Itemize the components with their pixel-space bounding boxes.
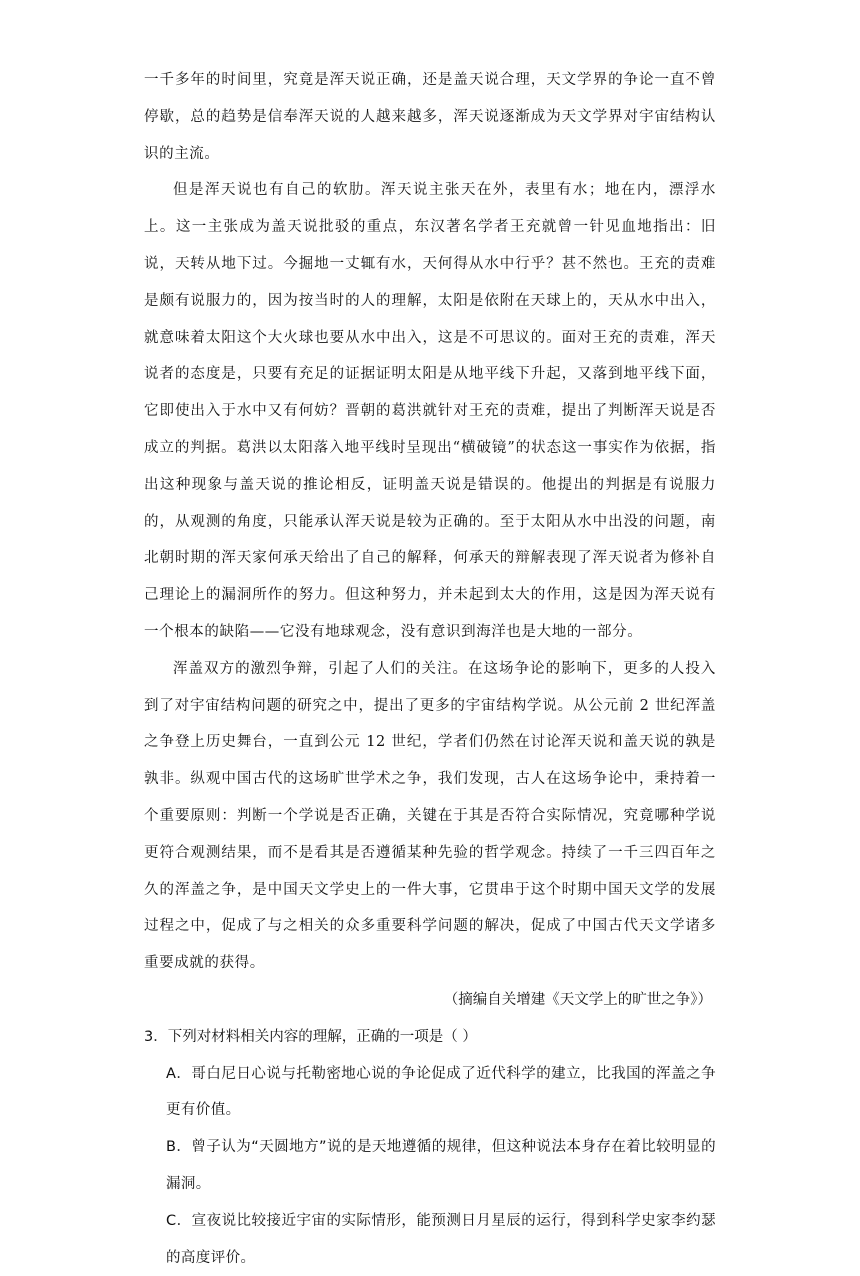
source-citation: （摘编自关增建《天文学上的旷世之争》） [443,991,712,1008]
paragraph-2: 但是浑天说也有自己的软肋。浑天说主张天在外，表里有水；地在内，漂浮水上。这一主张成为盖天说批驳的重点，东汉著名学者王充就曾一针见血地指出：旧说，天转从地下过。今掘地一丈辄有水，天何得从水中行乎？甚不然也。王充的责难是颇有说服力的，因为按当时的人的理解，太阳是依附在天球上的，天从水中出入，就意味着太阳这个大火球也要从水中出入，这是不可思议的。面对王充的责难，浑天说者的态度是，只要有充足的证据证明太阳是从地平线下升起，又落到地平线下面，它即使出入于水中又有何妨？晋朝的葛洪就针对王充的责难，提出了判断浑天说是否成立的判据。葛洪以太阳落入地平线时呈现出“横破镜”的状态这一事实作为依据，指出这种现象与盖天说的推论相反，证明盖天说是错误的。他提出的判据是有说服力的，从观测的角度，只能承认浑天说是较为正确的。至于太阳从水中出没的问题，南北朝时期的浑天家何承天给出了自己的解释，何承天的辩解表现了浑天说者为修补自己理论上的漏洞所作的努力。但这种努力，并未起到太大的作用，这是因为浑天说有一个根本的缺陷——它没有地球观念，没有意识到海洋也是大地的一部分。 [144,182,716,640]
paragraph-3: 浑盖双方的激烈争辩，引起了人们的关注。在这场争论的影响下，更多的人投入到了对宇宙结构问题的研究之中，提出了更多的宇宙结构学说。从公元前 2 世纪浑盖之争登上历史舞台，一直到公元 12 世纪，学者们仍然在讨论浑天说和盖天说的孰是孰非。纵观中国古代的这场旷世学术之争，我们发现，古人在这场争论中，秉持着一个重要原则：判断一个学说是否正确，关键在于其是否符合实际情况，究竟哪种学说更符合观测结果，而不是看其是否遵循某种先验的哲学观念。持续了一千三四百年之久的浑盖之争，是中国天文学史上的一件大事，它贯串于这个时期中国天文学的发展过程之中，促成了与之相关的众多重要科学问题的解决，促成了中国古代天文学诸多重要成就的获得。 [144,660,716,972]
paragraph-1: 一千多年的时间里，究竟是浑天说正确，还是盖天说合理，天文学界的争论一直不曾停歇，总的趋势是信奉浑天说的人越来越多，浑天说逐渐成为天文学界对宇宙结构认识的主流。 [144,72,716,162]
option-a: A．哥白尼日心说与托勒密地心说的争论促成了近代科学的建立，比我国的浑盖之争更有价值。 [166,1065,716,1119]
question-stem: 3．下列对材料相关内容的理解，正确的一项是（ ） [144,1028,477,1045]
option-c: C．宣夜说比较接近宇宙的实际情形，能预测日月星辰的运行，得到科学史家李约瑟的高度评价。 [166,1212,716,1266]
option-b: B．曾子认为“天圆地方”说的是天地遵循的规律，但这种说法本身存在着比较明显的漏洞。 [166,1139,716,1192]
